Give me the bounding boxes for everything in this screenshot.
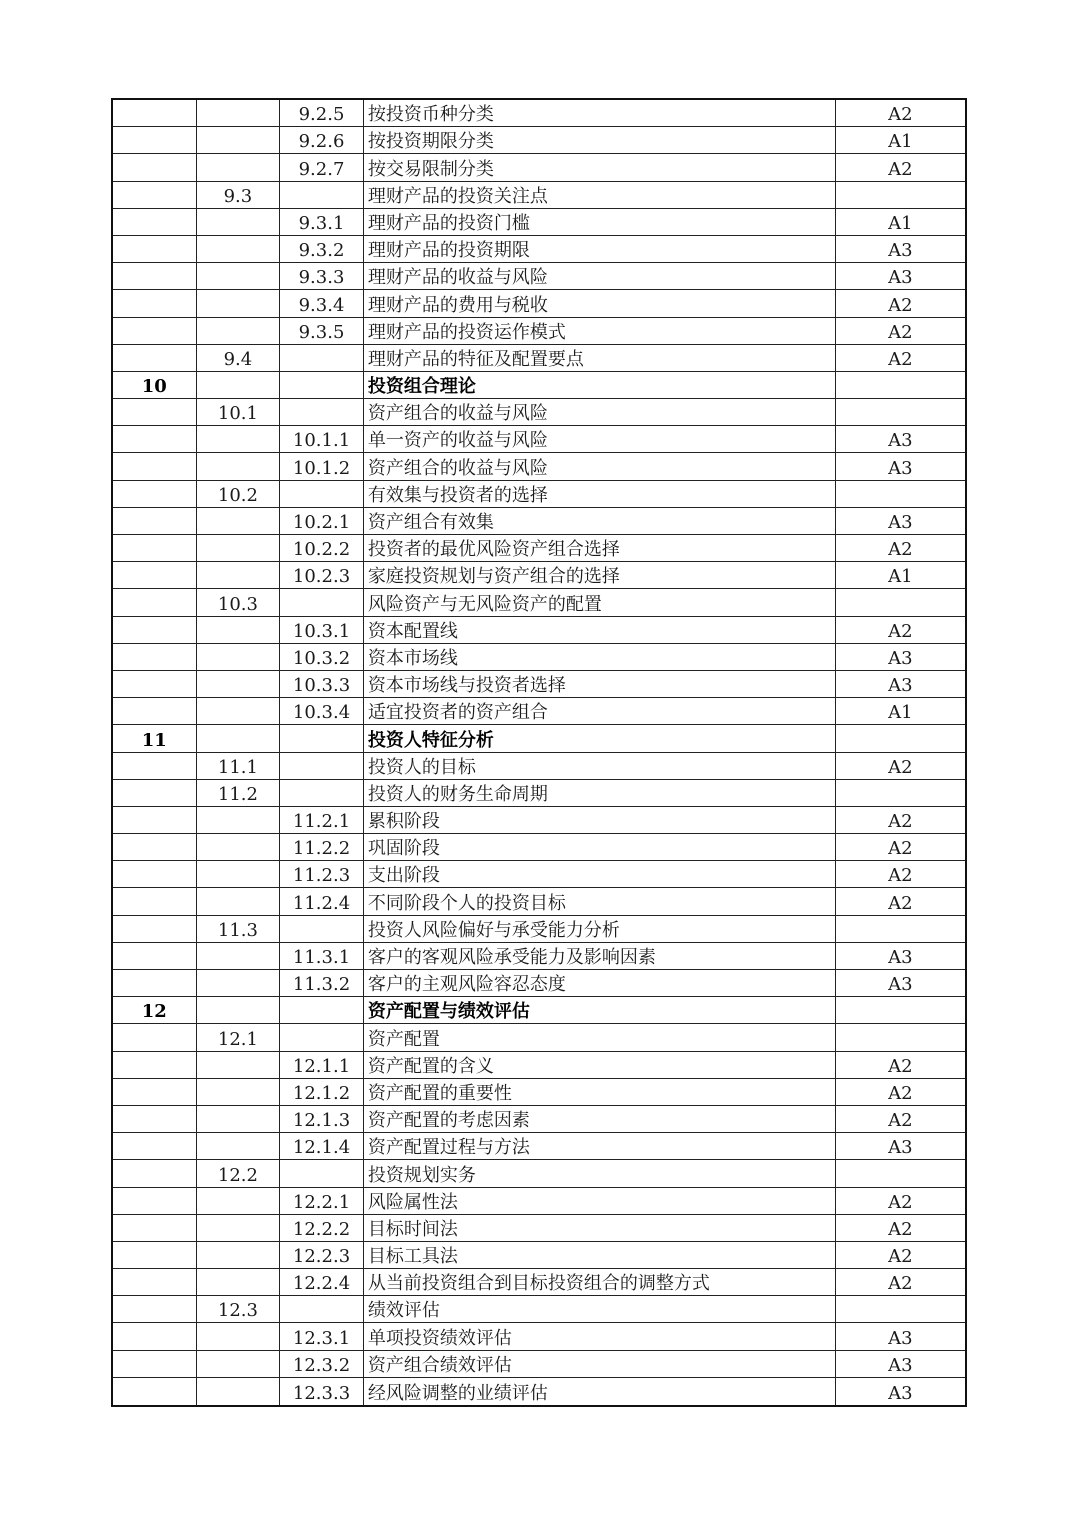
chapter-row xyxy=(113,725,965,752)
subsection-number-cell: 9.3.5 xyxy=(280,318,364,344)
chapter-row xyxy=(113,372,965,399)
topic-title-cell: 按投资币种分类 xyxy=(364,100,836,126)
chapter-number-cell xyxy=(113,1024,197,1050)
level-cell xyxy=(836,372,965,398)
topic-title-cell: 风险资产与无风险资产的配置 xyxy=(364,589,836,615)
level-cell: A2 xyxy=(888,294,913,316)
level-cell: A2 xyxy=(888,620,913,642)
section-number-cell: 12.1 xyxy=(197,1024,281,1050)
level-cell: A2 xyxy=(888,1191,913,1213)
section-number-cell: 12.2 xyxy=(197,1160,281,1186)
subsection-row xyxy=(113,263,965,290)
subsection-number-cell: 9.3.3 xyxy=(280,263,364,289)
subsection-number-cell xyxy=(280,1024,364,1050)
subsection-number-cell: 12.3.2 xyxy=(280,1351,364,1377)
topic-title-cell: 单一资产的收益与风险 xyxy=(364,426,836,452)
subsection-number-cell: 10.3.4 xyxy=(280,698,364,724)
chapter-number-cell: 10 xyxy=(113,372,197,398)
chapter-number-cell xyxy=(113,562,197,588)
level-cell: A2 xyxy=(888,158,913,180)
topic-title-cell: 理财产品的费用与税收 xyxy=(364,290,836,316)
section-number-cell xyxy=(197,562,281,588)
level-cell xyxy=(836,916,965,942)
section-number-cell xyxy=(197,807,281,833)
subsection-row xyxy=(113,807,965,834)
section-row xyxy=(113,1296,965,1323)
topic-title-cell: 投资人的财务生命周期 xyxy=(364,780,836,806)
level-cell: A2 xyxy=(888,321,913,343)
syllabus-table xyxy=(111,98,967,1407)
subsection-row xyxy=(113,127,965,154)
subsection-number-cell: 9.3.1 xyxy=(280,209,364,235)
chapter-number-cell xyxy=(113,943,197,969)
topic-title-cell: 投资人特征分析 xyxy=(364,725,836,751)
subsection-number-cell: 12.2.4 xyxy=(280,1269,364,1295)
section-number-cell xyxy=(197,617,281,643)
section-number-cell xyxy=(197,671,281,697)
level-cell: A2 xyxy=(888,1082,913,1104)
subsection-number-cell: 10.3.3 xyxy=(280,671,364,697)
subsection-row xyxy=(113,100,965,127)
chapter-number-cell xyxy=(113,236,197,262)
subsection-number-cell xyxy=(280,589,364,615)
subsection-number-cell: 10.2.3 xyxy=(280,562,364,588)
section-number-cell: 12.3 xyxy=(197,1296,281,1322)
section-number-cell xyxy=(197,453,281,479)
level-cell: A3 xyxy=(888,974,913,996)
subsection-row xyxy=(113,698,965,725)
topic-title-cell: 客户的客观风险承受能力及影响因素 xyxy=(364,943,836,969)
chapter-number-cell xyxy=(113,399,197,425)
topic-title-cell: 家庭投资规划与资产组合的选择 xyxy=(364,562,836,588)
section-number-cell xyxy=(197,834,281,860)
section-number-cell xyxy=(197,1378,281,1405)
section-number-cell xyxy=(197,290,281,316)
subsection-number-cell: 10.1.1 xyxy=(280,426,364,452)
subsection-number-cell xyxy=(280,725,364,751)
topic-title-cell: 客户的主观风险容忍态度 xyxy=(364,970,836,996)
subsection-row xyxy=(113,209,965,236)
subsection-number-cell xyxy=(280,399,364,425)
level-cell: A2 xyxy=(888,838,913,860)
section-number-cell: 10.3 xyxy=(197,589,281,615)
topic-title-cell: 风险属性法 xyxy=(364,1188,836,1214)
section-row xyxy=(113,589,965,616)
level-cell: A1 xyxy=(888,212,913,234)
topic-title-cell: 目标时间法 xyxy=(364,1215,836,1241)
subsection-number-cell xyxy=(280,753,364,779)
topic-title-cell: 单项投资绩效评估 xyxy=(364,1323,836,1349)
chapter-number-cell xyxy=(113,345,197,371)
subsection-number-cell: 9.2.7 xyxy=(280,154,364,180)
section-number-cell: 9.4 xyxy=(197,345,281,371)
level-cell: A2 xyxy=(888,1218,913,1240)
topic-title-cell: 有效集与投资者的选择 xyxy=(364,481,836,507)
chapter-number-cell xyxy=(113,1378,197,1405)
section-number-cell xyxy=(197,127,281,153)
subsection-number-cell: 11.2.2 xyxy=(280,834,364,860)
topic-title-cell: 目标工具法 xyxy=(364,1242,836,1268)
subsection-number-cell xyxy=(280,372,364,398)
subsection-number-cell: 9.2.6 xyxy=(280,127,364,153)
chapter-number-cell xyxy=(113,1188,197,1214)
subsection-number-cell: 12.3.3 xyxy=(280,1378,364,1405)
subsection-row xyxy=(113,861,965,888)
section-number-cell xyxy=(197,236,281,262)
topic-title-cell: 资产组合绩效评估 xyxy=(364,1351,836,1377)
chapter-number-cell xyxy=(113,100,197,126)
section-number-cell xyxy=(197,1215,281,1241)
chapter-number-cell xyxy=(113,127,197,153)
chapter-number-cell xyxy=(113,1269,197,1295)
subsection-number-cell: 12.3.1 xyxy=(280,1323,364,1349)
level-cell: A2 xyxy=(888,348,913,370)
chapter-number-cell xyxy=(113,154,197,180)
level-cell: A3 xyxy=(888,1383,913,1404)
chapter-number-cell xyxy=(113,753,197,779)
subsection-number-cell: 12.1.4 xyxy=(280,1133,364,1159)
subsection-row xyxy=(113,236,965,263)
section-number-cell: 11.2 xyxy=(197,780,281,806)
subsection-number-cell: 10.1.2 xyxy=(280,453,364,479)
subsection-number-cell xyxy=(280,481,364,507)
section-number-cell xyxy=(197,861,281,887)
section-number-cell xyxy=(197,1323,281,1349)
section-number-cell xyxy=(197,1106,281,1132)
level-cell xyxy=(836,589,965,615)
section-number-cell xyxy=(197,1351,281,1377)
subsection-row xyxy=(113,1133,965,1160)
subsection-number-cell: 11.2.4 xyxy=(280,888,364,914)
section-number-cell xyxy=(197,1133,281,1159)
section-number-cell xyxy=(197,1242,281,1268)
chapter-number-cell xyxy=(113,861,197,887)
section-number-cell xyxy=(197,970,281,996)
section-number-cell xyxy=(197,209,281,235)
subsection-row xyxy=(113,1106,965,1133)
subsection-row xyxy=(113,970,965,997)
section-number-cell xyxy=(197,725,281,751)
topic-title-cell: 理财产品的特征及配置要点 xyxy=(364,345,836,371)
topic-title-cell: 投资规划实务 xyxy=(364,1160,836,1186)
topic-title-cell: 按交易限制分类 xyxy=(364,154,836,180)
chapter-number-cell xyxy=(113,508,197,534)
topic-title-cell: 经风险调整的业绩评估 xyxy=(364,1378,836,1405)
subsection-row xyxy=(113,671,965,698)
section-number-cell xyxy=(197,644,281,670)
chapter-number-cell xyxy=(113,1296,197,1322)
section-row xyxy=(113,345,965,372)
chapter-number-cell xyxy=(113,1351,197,1377)
topic-title-cell: 资本市场线 xyxy=(364,644,836,670)
level-cell: A3 xyxy=(888,1327,913,1349)
level-cell: A3 xyxy=(888,267,913,289)
topic-title-cell: 理财产品的投资门槛 xyxy=(364,209,836,235)
topic-title-cell: 从当前投资组合到目标投资组合的调整方式 xyxy=(364,1269,836,1295)
level-cell xyxy=(836,1296,965,1322)
topic-title-cell: 不同阶段个人的投资目标 xyxy=(364,888,836,914)
section-row xyxy=(113,780,965,807)
section-row xyxy=(113,182,965,209)
level-cell: A2 xyxy=(888,539,913,561)
topic-title-cell: 资产组合的收益与风险 xyxy=(364,453,836,479)
level-cell xyxy=(836,997,965,1023)
chapter-number-cell xyxy=(113,209,197,235)
chapter-number-cell xyxy=(113,263,197,289)
section-number-cell xyxy=(197,426,281,452)
chapter-number-cell xyxy=(113,453,197,479)
chapter-number-cell xyxy=(113,780,197,806)
section-number-cell xyxy=(197,997,281,1023)
chapter-number-cell xyxy=(113,1052,197,1078)
section-row xyxy=(113,481,965,508)
level-cell xyxy=(836,182,965,208)
section-row xyxy=(113,1024,965,1051)
subsection-row xyxy=(113,1351,965,1378)
subsection-number-cell xyxy=(280,345,364,371)
chapter-number-cell xyxy=(113,1242,197,1268)
chapter-number-cell xyxy=(113,1106,197,1132)
subsection-row xyxy=(113,562,965,589)
chapter-number-cell xyxy=(113,617,197,643)
subsection-row xyxy=(113,290,965,317)
subsection-row xyxy=(113,834,965,861)
chapter-number-cell xyxy=(113,698,197,724)
section-number-cell: 10.2 xyxy=(197,481,281,507)
level-cell: A1 xyxy=(888,131,913,153)
subsection-row xyxy=(113,1188,965,1215)
section-row xyxy=(113,399,965,426)
topic-title-cell: 按投资期限分类 xyxy=(364,127,836,153)
chapter-row xyxy=(113,997,965,1024)
level-cell: A2 xyxy=(888,1110,913,1132)
chapter-number-cell xyxy=(113,671,197,697)
level-cell: A3 xyxy=(888,947,913,968)
chapter-number-cell xyxy=(113,535,197,561)
subsection-row xyxy=(113,453,965,480)
topic-title-cell: 资产配置与绩效评估 xyxy=(364,997,836,1023)
topic-title-cell: 适宜投资者的资产组合 xyxy=(364,698,836,724)
subsection-number-cell: 12.2.1 xyxy=(280,1188,364,1214)
chapter-number-cell xyxy=(113,1160,197,1186)
section-number-cell xyxy=(197,318,281,344)
section-number-cell: 11.3 xyxy=(197,916,281,942)
level-cell: A2 xyxy=(888,865,913,887)
subsection-number-cell xyxy=(280,916,364,942)
section-number-cell xyxy=(197,508,281,534)
subsection-row xyxy=(113,1079,965,1106)
section-row xyxy=(113,1160,965,1187)
level-cell: A3 xyxy=(888,1137,913,1159)
section-number-cell xyxy=(197,698,281,724)
level-cell: A2 xyxy=(888,1055,913,1077)
level-cell xyxy=(836,481,965,507)
subsection-number-cell: 10.3.2 xyxy=(280,644,364,670)
topic-title-cell: 投资人的目标 xyxy=(364,753,836,779)
subsection-row xyxy=(113,508,965,535)
section-number-cell: 9.3 xyxy=(197,182,281,208)
subsection-row xyxy=(113,426,965,453)
level-cell: A3 xyxy=(888,647,913,669)
topic-title-cell: 资产配置的重要性 xyxy=(364,1079,836,1105)
chapter-number-cell xyxy=(113,807,197,833)
chapter-number-cell xyxy=(113,1133,197,1159)
level-cell: A1 xyxy=(888,702,913,724)
topic-title-cell: 理财产品的投资运作模式 xyxy=(364,318,836,344)
topic-title-cell: 巩固阶段 xyxy=(364,834,836,860)
subsection-row xyxy=(113,1323,965,1350)
chapter-number-cell xyxy=(113,426,197,452)
chapter-number-cell xyxy=(113,1079,197,1105)
subsection-number-cell: 11.3.1 xyxy=(280,943,364,969)
chapter-number-cell xyxy=(113,182,197,208)
level-cell: A2 xyxy=(888,811,913,833)
chapter-number-cell: 12 xyxy=(113,997,197,1023)
chapter-number-cell xyxy=(113,1215,197,1241)
section-row xyxy=(113,753,965,780)
level-cell: A2 xyxy=(888,1246,913,1268)
level-cell: A1 xyxy=(888,566,913,588)
subsection-number-cell: 12.2.3 xyxy=(280,1242,364,1268)
level-cell: A3 xyxy=(888,1354,913,1376)
topic-title-cell: 绩效评估 xyxy=(364,1296,836,1322)
subsection-number-cell: 9.3.2 xyxy=(280,236,364,262)
subsection-number-cell: 10.2.1 xyxy=(280,508,364,534)
subsection-number-cell: 9.3.4 xyxy=(280,290,364,316)
topic-title-cell: 累积阶段 xyxy=(364,807,836,833)
topic-title-cell: 资产组合的收益与风险 xyxy=(364,399,836,425)
subsection-row xyxy=(113,318,965,345)
subsection-row xyxy=(113,888,965,915)
subsection-row xyxy=(113,535,965,562)
subsection-number-cell xyxy=(280,997,364,1023)
level-cell xyxy=(836,399,965,425)
subsection-row xyxy=(113,617,965,644)
topic-title-cell: 理财产品的投资期限 xyxy=(364,236,836,262)
section-number-cell xyxy=(197,943,281,969)
subsection-number-cell xyxy=(280,182,364,208)
level-cell: A3 xyxy=(888,430,913,452)
subsection-number-cell xyxy=(280,1160,364,1186)
subsection-row xyxy=(113,943,965,970)
level-cell: A3 xyxy=(888,457,913,479)
level-cell xyxy=(836,1160,965,1186)
section-number-cell xyxy=(197,535,281,561)
subsection-row xyxy=(113,1242,965,1269)
topic-title-cell: 资产配置过程与方法 xyxy=(364,1133,836,1159)
subsection-row xyxy=(113,1269,965,1296)
chapter-number-cell xyxy=(113,1323,197,1349)
subsection-number-cell: 12.1.1 xyxy=(280,1052,364,1078)
level-cell: A2 xyxy=(888,1273,913,1295)
chapter-number-cell xyxy=(113,644,197,670)
topic-title-cell: 投资人风险偏好与承受能力分析 xyxy=(364,916,836,942)
topic-title-cell: 资本配置线 xyxy=(364,617,836,643)
topic-title-cell: 投资组合理论 xyxy=(364,372,836,398)
section-number-cell: 11.1 xyxy=(197,753,281,779)
level-cell: A2 xyxy=(888,892,913,914)
section-number-cell xyxy=(197,1269,281,1295)
subsection-number-cell: 10.3.1 xyxy=(280,617,364,643)
subsection-number-cell xyxy=(280,1296,364,1322)
section-row xyxy=(113,916,965,943)
level-cell xyxy=(836,780,965,806)
level-cell: A3 xyxy=(888,512,913,533)
section-number-cell xyxy=(197,888,281,914)
level-cell: A3 xyxy=(888,675,913,697)
topic-title-cell: 投资者的最优风险资产组合选择 xyxy=(364,535,836,561)
chapter-number-cell xyxy=(113,290,197,316)
section-number-cell xyxy=(197,263,281,289)
subsection-row xyxy=(113,1378,965,1405)
chapter-number-cell xyxy=(113,916,197,942)
chapter-number-cell xyxy=(113,834,197,860)
section-number-cell xyxy=(197,1052,281,1078)
level-cell xyxy=(836,725,965,751)
topic-title-cell: 资产配置的考虑因素 xyxy=(364,1106,836,1132)
subsection-number-cell: 11.3.2 xyxy=(280,970,364,996)
section-number-cell xyxy=(197,372,281,398)
topic-title-cell: 资产配置的含义 xyxy=(364,1052,836,1078)
section-number-cell xyxy=(197,100,281,126)
level-cell: A2 xyxy=(888,104,913,126)
chapter-number-cell xyxy=(113,481,197,507)
subsection-row xyxy=(113,154,965,181)
chapter-number-cell xyxy=(113,318,197,344)
section-number-cell: 10.1 xyxy=(197,399,281,425)
level-cell: A2 xyxy=(888,756,913,778)
chapter-number-cell xyxy=(113,970,197,996)
subsection-row xyxy=(113,1215,965,1242)
topic-title-cell: 资产配置 xyxy=(364,1024,836,1050)
subsection-number-cell: 10.2.2 xyxy=(280,535,364,561)
subsection-number-cell: 9.2.5 xyxy=(280,100,364,126)
subsection-number-cell: 12.2.2 xyxy=(280,1215,364,1241)
topic-title-cell: 理财产品的投资关注点 xyxy=(364,182,836,208)
topic-title-cell: 资本市场线与投资者选择 xyxy=(364,671,836,697)
topic-title-cell: 支出阶段 xyxy=(364,861,836,887)
topic-title-cell: 理财产品的收益与风险 xyxy=(364,263,836,289)
subsection-number-cell xyxy=(280,780,364,806)
subsection-row xyxy=(113,644,965,671)
chapter-number-cell xyxy=(113,888,197,914)
subsection-row xyxy=(113,1052,965,1079)
subsection-number-cell: 11.2.3 xyxy=(280,861,364,887)
subsection-number-cell: 12.1.3 xyxy=(280,1106,364,1132)
level-cell xyxy=(836,1024,965,1050)
topic-title-cell: 资产组合有效集 xyxy=(364,508,836,534)
section-number-cell xyxy=(197,1079,281,1105)
chapter-number-cell: 11 xyxy=(113,725,197,751)
subsection-number-cell: 12.1.2 xyxy=(280,1079,364,1105)
chapter-number-cell xyxy=(113,589,197,615)
section-number-cell xyxy=(197,1188,281,1214)
section-number-cell xyxy=(197,154,281,180)
subsection-number-cell: 11.2.1 xyxy=(280,807,364,833)
level-cell: A3 xyxy=(888,240,913,262)
